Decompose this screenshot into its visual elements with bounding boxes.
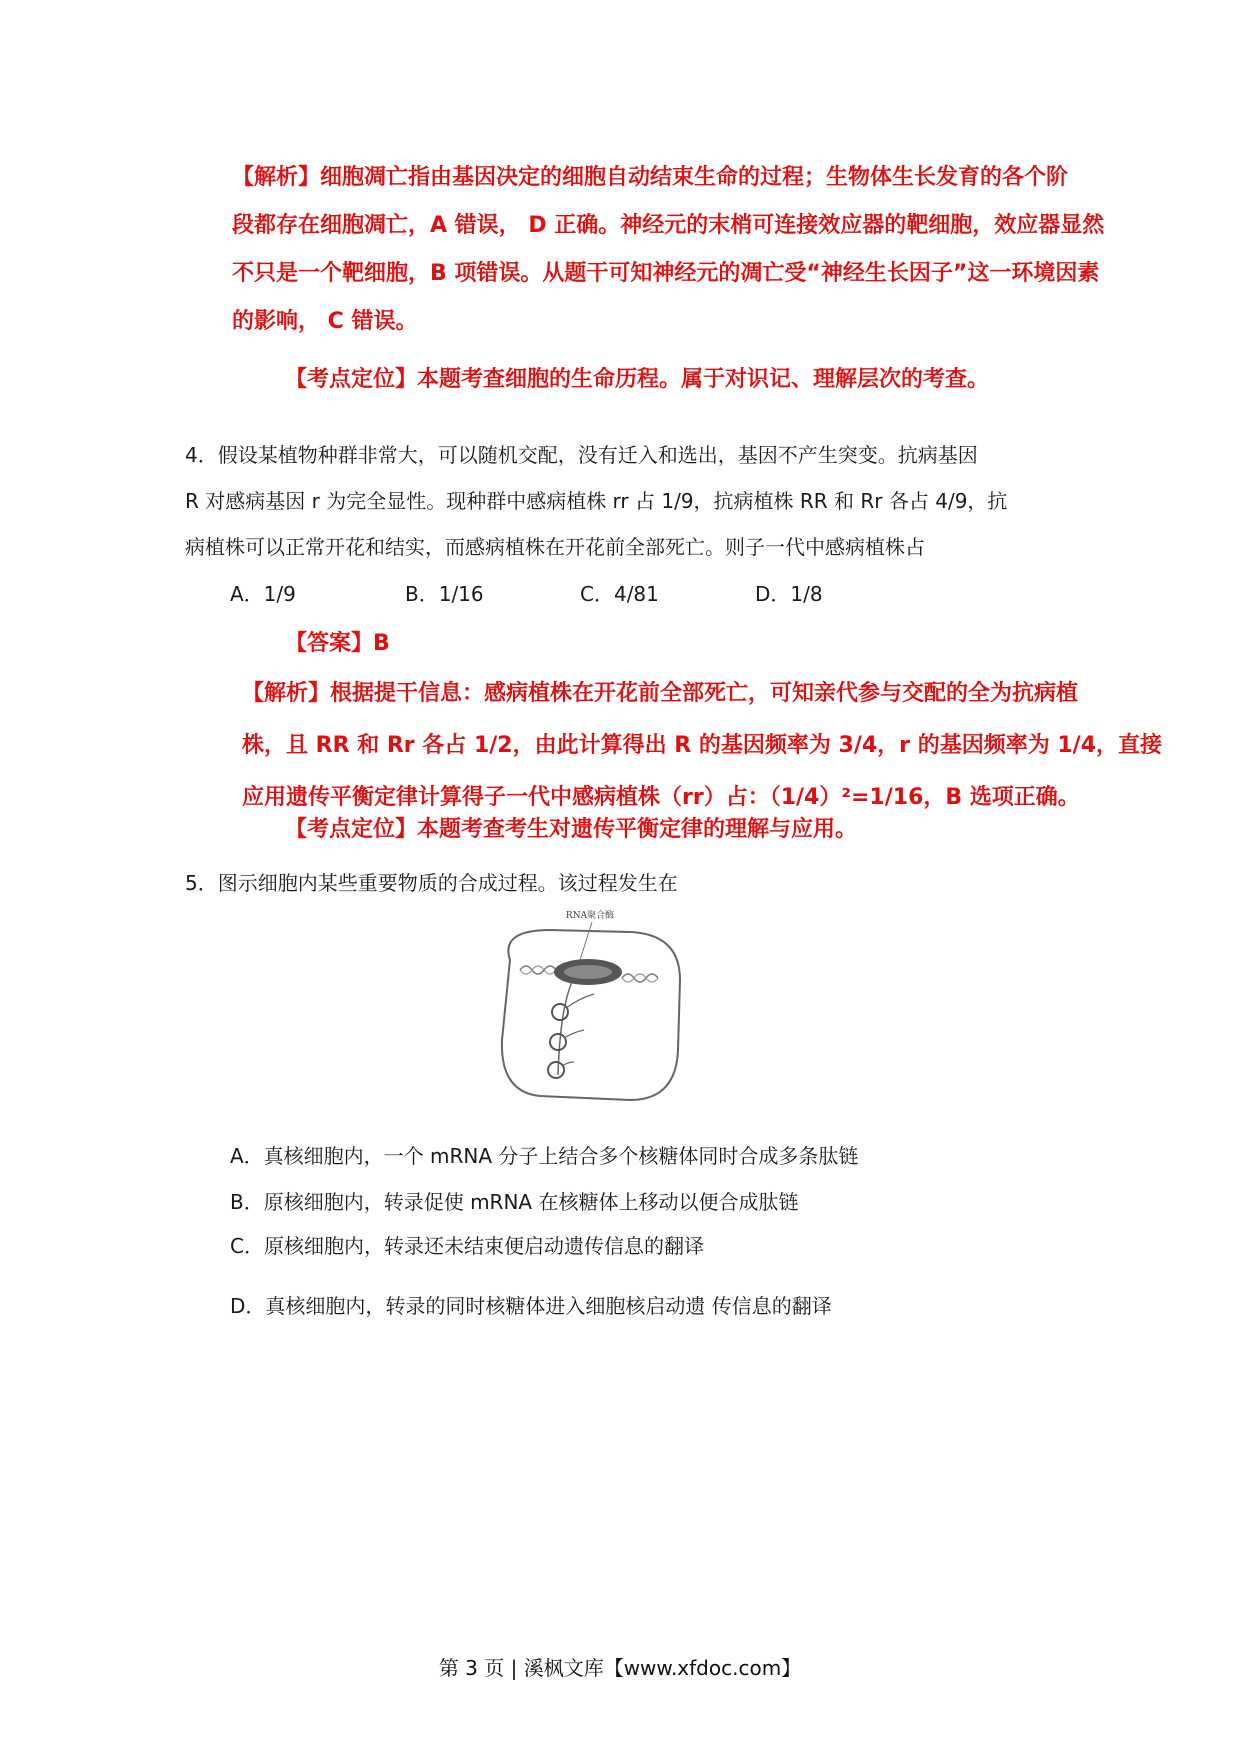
- kaodian-q4: 【考点定位】本题考查考生对遗传平衡定律的理解与应用。: [285, 817, 858, 842]
- question-5-option-c: C．原核细胞内，转录还未结束便启动遗传信息的翻译: [230, 1234, 704, 1258]
- label-pointer: [580, 922, 592, 960]
- question-4-line: 病植株可以正常开花和结实，而感病植株在开花前全部死亡。则子一代中感病植株占: [185, 535, 925, 559]
- question-4-options: [230, 578, 823, 607]
- question-4-line: 4．假设某植物种群非常大，可以随机交配，没有迁入和选出，基因不产生突变。抗病基因: [185, 443, 978, 467]
- figure-label: RNA聚合酶: [565, 911, 615, 921]
- rna-polymerase-inner: [564, 965, 612, 979]
- analysis-q4-line: 应用遗传平衡定律计算得子一代中感病植株（rr）占：（1/4）²=1/16，B 选项正确。: [242, 785, 1080, 810]
- option-a: A．1/9: [230, 582, 296, 606]
- option-d: D．1/8: [755, 582, 823, 606]
- option-c: C．4/81: [580, 582, 659, 606]
- cell-membrane: [502, 930, 680, 1100]
- analysis-q4-line: 【解析】根据提干信息：感病植株在开花前全部死亡，可知亲代参与交配的全为抗病植: [242, 681, 1079, 706]
- kaodian-q3: 【考点定位】本题考查细胞的生命历程。属于对识记、理解层次的考查。: [285, 367, 990, 392]
- page-footer: 第 3 页 | 溪枫文库【www.xfdoc.com】: [438, 1656, 802, 1680]
- cell-figure: [480, 900, 690, 1110]
- ribosome: [550, 1034, 566, 1050]
- analysis-q3-line: 的影响， C 错误。: [232, 309, 418, 334]
- analysis-q4: [242, 668, 1163, 824]
- dna-strand-right: [622, 974, 658, 982]
- answer-q4: 【答案】B: [285, 631, 390, 656]
- peptide-chain: [564, 1030, 584, 1038]
- analysis-q3-line: 不只是一个靶细胞，B 项错误。从题干可知神经元的凋亡受“神经生长因子”这一环境因素: [232, 261, 1100, 286]
- dna-strand-left: [520, 966, 556, 974]
- question-5-option-a: A．真核细胞内，一个 mRNA 分子上结合多个核糖体同时合成多条肽链: [230, 1144, 859, 1168]
- peptide-chain: [562, 1062, 574, 1066]
- question-4-line: R 对感病基因 r 为完全显性。现种群中感病植株 rr 占 1/9，抗病植株 RR 和 Rr 各占 4/9，抗: [185, 489, 1008, 513]
- peptide-chain: [566, 994, 594, 1008]
- mrna-strand: [558, 982, 572, 1075]
- question-5-line: 5．图示细胞内某些重要物质的合成过程。该过程发生在: [185, 871, 678, 895]
- analysis-q3: [232, 154, 1112, 346]
- ribosome: [548, 1062, 564, 1078]
- question-4-stem: [185, 432, 1065, 570]
- question-5-option-b: B．原核细胞内，转录促使 mRNA 在核糖体上移动以便合成肽链: [230, 1190, 799, 1214]
- question-5-option-d: D．真核细胞内，转录的同时核糖体进入细胞核启动遗 传信息的翻译: [230, 1294, 832, 1318]
- analysis-q3-line: 【解析】细胞凋亡指由基因决定的细胞自动结束生命的过程；生物体生长发育的各个阶: [232, 165, 1069, 190]
- transcription-translation-diagram: [480, 900, 690, 1110]
- dna-strand-right-2: [622, 974, 658, 982]
- ribosome: [552, 1004, 568, 1020]
- dna-strand-left-2: [520, 966, 556, 974]
- option-b: B．1/16: [405, 582, 484, 606]
- analysis-q3-line: 段都存在细胞凋亡，A 错误， D 正确。神经元的末梢可连接效应器的靶细胞，效应器显然: [232, 213, 1105, 238]
- analysis-q4-line: 株，且 RR 和 Rr 各占 1/2，由此计算得出 R 的基因频率为 3/4，r 的基因频率为 1/4，直接: [242, 733, 1163, 758]
